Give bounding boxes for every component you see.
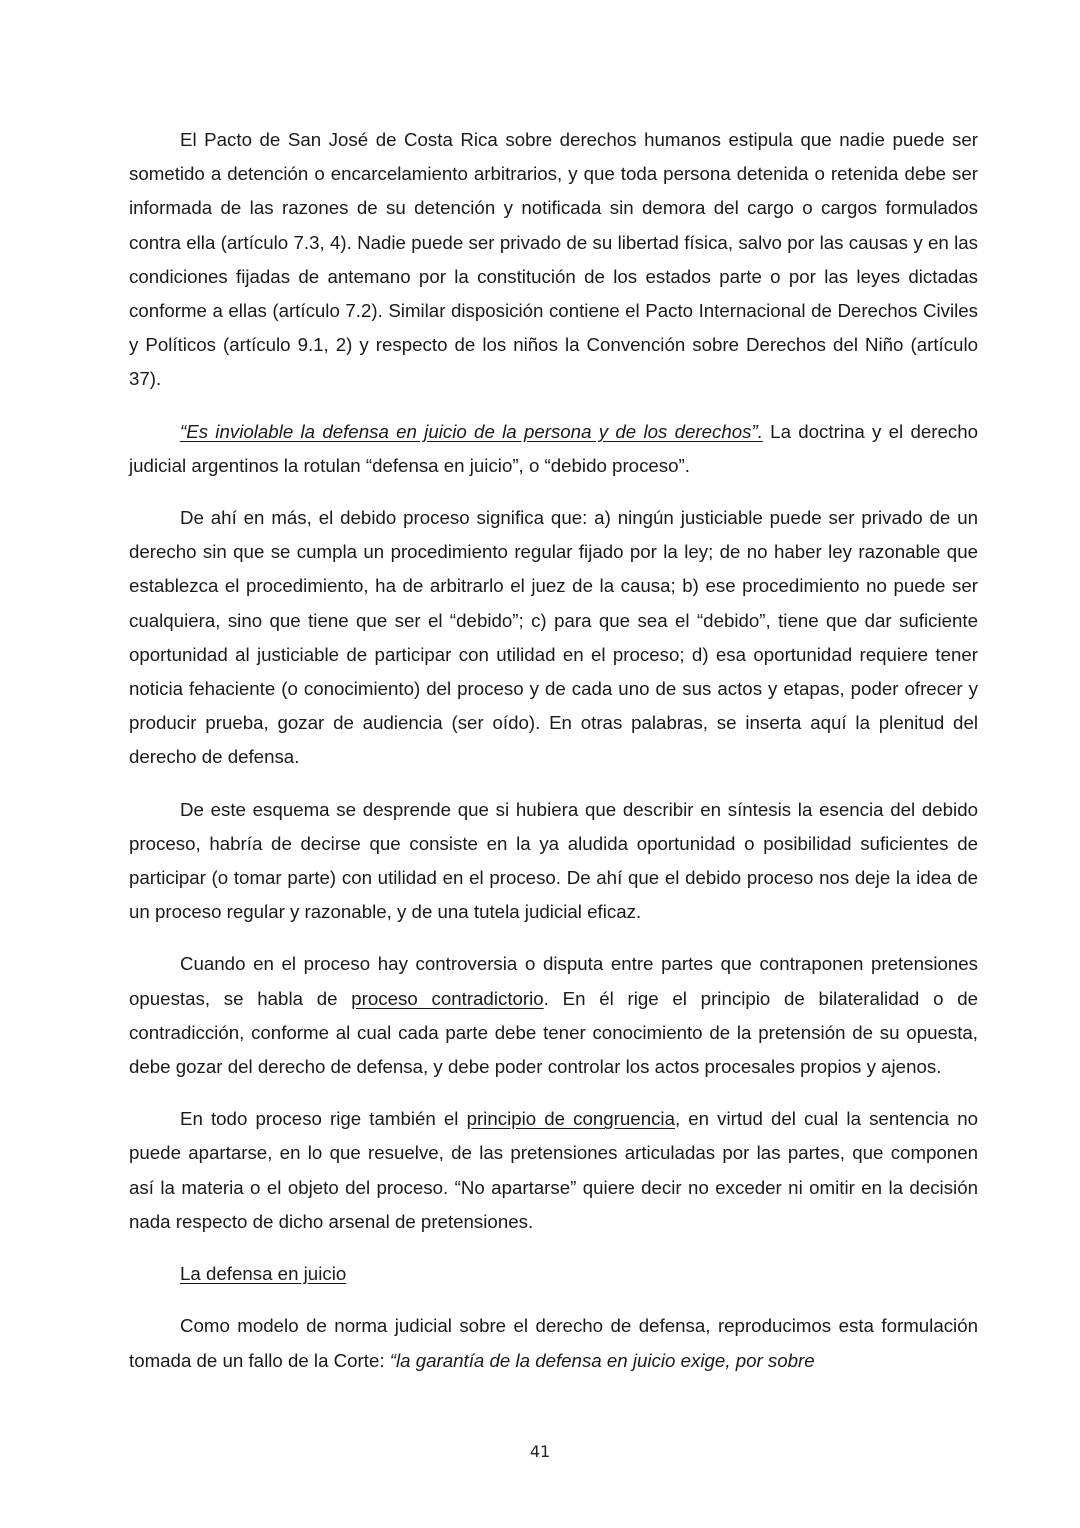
- paragraph-text: . En él rige el principio de bilateralidad o de contradicción, conforme al cual cada parte debe tener conocimiento de la pretensión de su opuesta, debe gozar del derecho de defensa, y debe poder controlar los actos procesales propios y ajenos.: [129, 987, 978, 1078]
- page-number: 41: [529, 1442, 551, 1461]
- paragraph-esquema: De este esquema se desprende que si hubiera que describir en síntesis la esencia del debido proceso, habría de decirse que consiste en la ya aludida oportunidad o posibilidad suficientes de participar (o tomar parte) con utilidad en el proceso. De ahí que el debido proceso nos deje la idea de un proceso regular y razonable, y de una tutela judicial eficaz.: [129, 798, 978, 923]
- section-heading: [129, 1257, 978, 1291]
- constitutional-quote: “Es inviolable la defensa en juicio de la persona y de los derechos”.: [180, 420, 763, 442]
- paragraph-text: La doctrina y el derecho judicial argentinos la rotulan “defensa en juicio”, o “debido proceso”.: [129, 420, 978, 476]
- paragraph-defensa-inviolable: [129, 415, 978, 483]
- paragraph-text: Cuando en el proceso hay controversia o disputa entre partes que contraponen pretensiones opuestas, se habla de: [129, 953, 978, 1009]
- paragraph-text: En todo proceso rige también el: [180, 1108, 467, 1130]
- paragraph-pacto-san-jose: El Pacto de San José de Costa Rica sobre derechos humanos estipula que nadie puede ser sometido a detención o encarcelamiento arbitrarios, y que toda persona detenida o retenida debe ser informada de las razones de su detención y notificada sin demora del cargo o cargos formulados contra ella (artículo 7.3, 4). Nadie puede ser privado de su libertad física, salvo por las causas y en las condiciones fijadas de antemano por la constitución de los estados parte o por las leyes dictadas conforme a ellas (artículo 7.2). Similar disposición contiene el Pacto Internacional de Derechos Civiles y Políticos (artículo 9.1, 2) y respecto de los niños la Convención sobre Derechos del Niño (artículo 37).: [129, 129, 978, 390]
- paragraph-text: , en virtud del cual la sentencia no puede apartarse, en lo que resuelve, de las pretensiones articuladas por las partes, que componen así la materia o el objeto del proceso. “No apartarse” quiere decir no exceder ni omitir en la decisión nada respecto de dicho arsenal de pretensiones.: [129, 1108, 978, 1232]
- section-heading-text: La defensa en juicio: [180, 1263, 347, 1285]
- court-quote: “la garantía de la defensa en juicio exige, por sobre: [389, 1349, 815, 1371]
- paragraph-debido-proceso: De ahí en más, el debido proceso significa que: a) ningún justiciable puede ser privado de un derecho sin que se cumpla un procedimiento regular fijado por la ley; de no haber ley razonable que establezca el procedimiento, ha de arbitrarlo el juez de la causa; b) ese procedimiento no puede ser cualquiera, sino que tiene que ser el “debido”; c) para que sea el “debido”, tiene que dar suficiente oportunidad al justiciable de participar con utilidad en el proceso; d) esa oportunidad requiere tener noticia fehaciente (o conocimiento) del proceso y de cada uno de sus actos y etapas, poder ofrecer y producir prueba, gozar de audiencia (ser oído). En otras palabras, se inserta aquí la plenitud del derecho de defensa.: [129, 507, 978, 768]
- document-body: [129, 123, 978, 1378]
- underlined-term-proceso-contradictorio: proceso contradictorio: [351, 987, 544, 1009]
- paragraph-text: Como modelo de norma judicial sobre el derecho de defensa, reproducimos esta formulación tomada de un fallo de la Corte:: [129, 1315, 978, 1371]
- paragraph-modelo-norma: [129, 1309, 978, 1377]
- underlined-term-principio-congruencia: principio de congruencia: [466, 1108, 675, 1130]
- paragraph-congruencia: [129, 1102, 978, 1239]
- paragraph-proceso-contradictorio: [129, 947, 978, 1084]
